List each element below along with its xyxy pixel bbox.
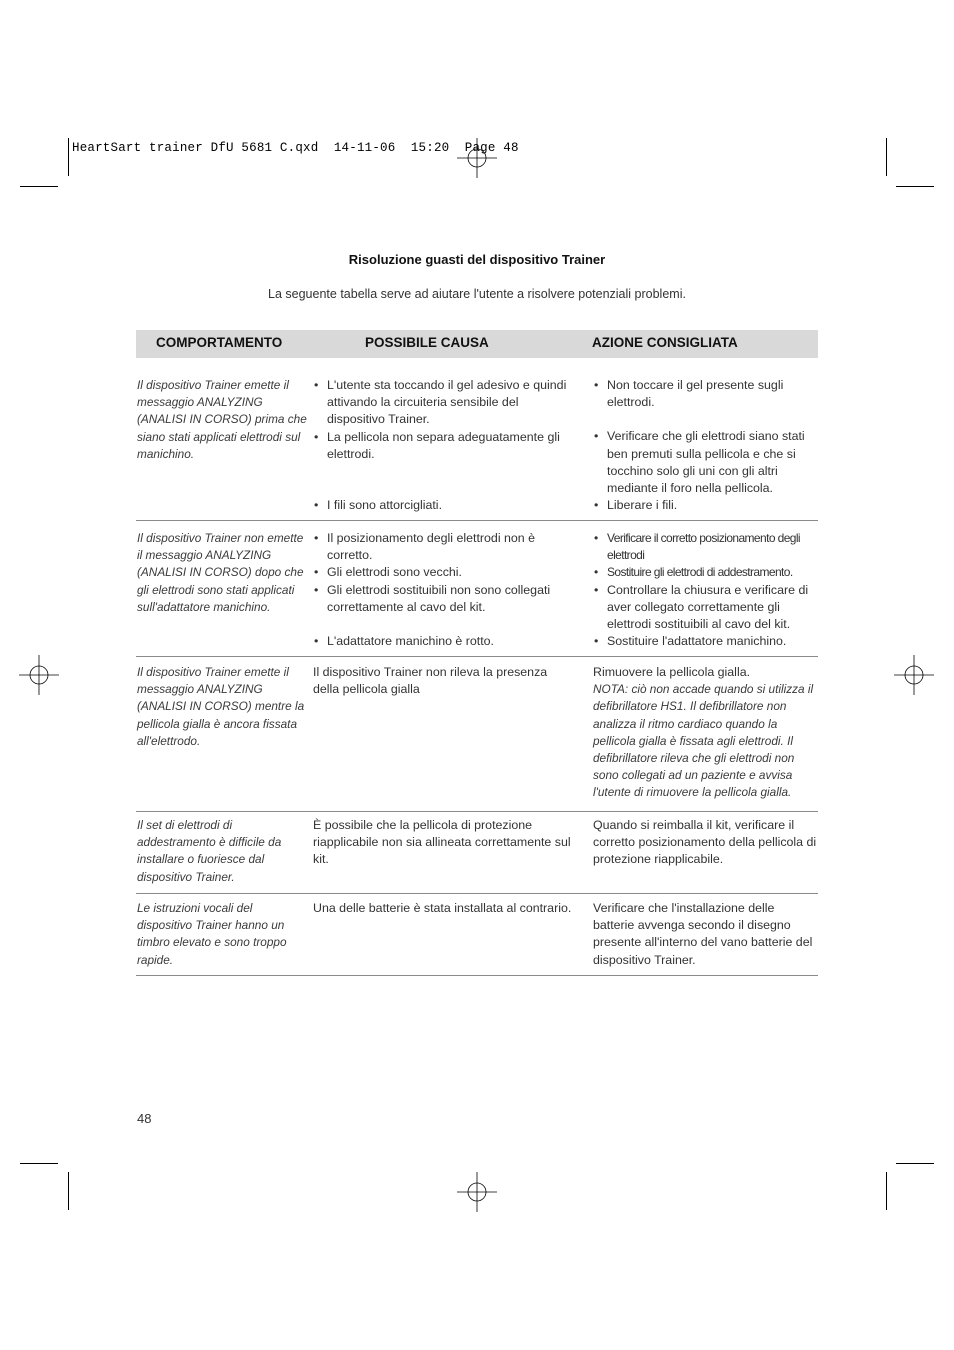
list-item: • La pellicola non separa adeguatamente gli elettrodi. bbox=[313, 429, 575, 463]
list-item: • L'adattatore manichino è rotto. bbox=[313, 633, 575, 650]
row-5-cause: Una delle batterie è stata installata al contrario. bbox=[313, 901, 572, 915]
list-item: • Verificare che gli elettrodi siano stati ben premuti sulla pellicola e che si tocchino solo gli uni con gli altri mediante il foro nella pellicola. bbox=[593, 428, 819, 497]
crop-mark bbox=[896, 186, 934, 187]
registration-mark-icon bbox=[19, 655, 59, 695]
row-divider bbox=[136, 975, 818, 976]
row-4-cause: È possibile che la pellicola di protezione riapplicabile non sia allineata correttamente sul kit. bbox=[313, 818, 571, 867]
header-cause: POSSIBILE CAUSA bbox=[365, 335, 489, 350]
row-4-behavior: Il set di elettrodi di addestramento è difficile da installare o fuoriesce dal dispositivo Trainer. bbox=[137, 818, 282, 884]
list-item: • I fili sono attorcigliati. bbox=[313, 497, 575, 514]
registration-mark-icon bbox=[457, 138, 497, 178]
intro-text: La seguente tabella serve ad aiutare l'utente a risolvere potenziali problemi. bbox=[268, 287, 686, 301]
crop-mark bbox=[68, 138, 69, 176]
row-5-behavior: Le istruzioni vocali del dispositivo Trainer hanno un timbro elevato e sono troppo rapide. bbox=[137, 901, 287, 967]
row-2-actions bbox=[593, 530, 819, 650]
list-item: • Liberare i fili. bbox=[593, 497, 819, 514]
row-divider bbox=[136, 893, 818, 894]
crop-mark bbox=[68, 1172, 69, 1210]
row-divider bbox=[136, 656, 818, 657]
crop-mark bbox=[896, 1163, 934, 1164]
row-4-action: Quando si reimballa il kit, verificare il corretto posizionamento della pellicola di protezione riapplicabile. bbox=[593, 818, 817, 867]
row-3-action: Rimuovere la pellicola gialla. bbox=[593, 665, 751, 679]
row-3-note: NOTA: ciò non accade quando si utilizza il defibrillatore HS1. Il defibrillatore non analizza il ritmo cardiaco quando la pellicola gialla è fissata agli elettrodi. Il defibrillatore rileva che gli elettrodi non sono collegati ad un paziente e avvisa l'utente di rimuovere la pellicola gialla. bbox=[593, 682, 814, 800]
list-item: • Controllare la chiusura e verificare di aver collegato correttamente gli elettrodi sostituibili al cavo del kit. bbox=[593, 582, 819, 634]
row-1-causes bbox=[313, 377, 575, 514]
header-action: AZIONE CONSIGLIATA bbox=[592, 335, 738, 350]
row-divider bbox=[136, 811, 818, 812]
crop-mark bbox=[886, 1172, 887, 1210]
row-2-causes bbox=[313, 530, 575, 650]
row-3-behavior: Il dispositivo Trainer emette il messaggio ANALYZING (ANALISI IN CORSO) mentre la pellicola gialla è ancora fissata all'elettrodo. bbox=[137, 665, 305, 748]
list-item: • Sostituire l'adattatore manichino. bbox=[593, 633, 819, 650]
page-number: 48 bbox=[137, 1111, 152, 1126]
table-header bbox=[136, 330, 818, 358]
list-item: • Il posizionamento degli elettrodi non è corretto. bbox=[313, 530, 575, 564]
header-behavior: COMPORTAMENTO bbox=[156, 335, 283, 350]
print-slug: HeartSart trainer DfU 5681 C.qxd 14-11-06 15:20 Page 48 bbox=[72, 141, 519, 155]
list-item: • Sostituire gli elettrodi di addestramento. bbox=[593, 564, 819, 581]
row-3-cause: Il dispositivo Trainer non rileva la presenza della pellicola gialla bbox=[313, 665, 548, 697]
list-item: • Gli elettrodi sostituibili non sono collegati correttamente al cavo del kit. bbox=[313, 582, 575, 616]
row-1-behavior: Il dispositivo Trainer emette il messaggio ANALYZING (ANALISI IN CORSO) prima che siano stati applicati elettrodi sul manichino. bbox=[137, 378, 307, 461]
row-3-actions bbox=[593, 664, 819, 802]
list-item: • Verificare il corretto posizionamento degli elettrodi bbox=[593, 530, 819, 564]
row-2-behavior: Il dispositivo Trainer non emette il messaggio ANALYZING (ANALISI IN CORSO) dopo che gli elettrodi sono stati applicati sull'adattatore manichino. bbox=[137, 531, 304, 614]
crop-mark bbox=[20, 186, 58, 187]
row-1-actions bbox=[593, 377, 819, 514]
registration-mark-icon bbox=[894, 655, 934, 695]
row-5-action: Verificare che l'installazione delle batterie avvenga secondo il disegno presente all'interno del vano batterie del dispositivo Trainer. bbox=[593, 901, 813, 967]
list-item: • Gli elettrodi sono vecchi. bbox=[313, 564, 575, 581]
list-item: • L'utente sta toccando il gel adesivo e quindi attivando la circuiteria sensibile del dispositivo Trainer. bbox=[313, 377, 575, 429]
page-title: Risoluzione guasti del dispositivo Trainer bbox=[348, 252, 606, 267]
crop-mark bbox=[886, 138, 887, 176]
list-item: • Non toccare il gel presente sugli elettrodi. bbox=[593, 377, 819, 411]
registration-mark-icon bbox=[457, 1172, 497, 1212]
row-divider bbox=[136, 520, 818, 521]
crop-mark bbox=[20, 1163, 58, 1164]
